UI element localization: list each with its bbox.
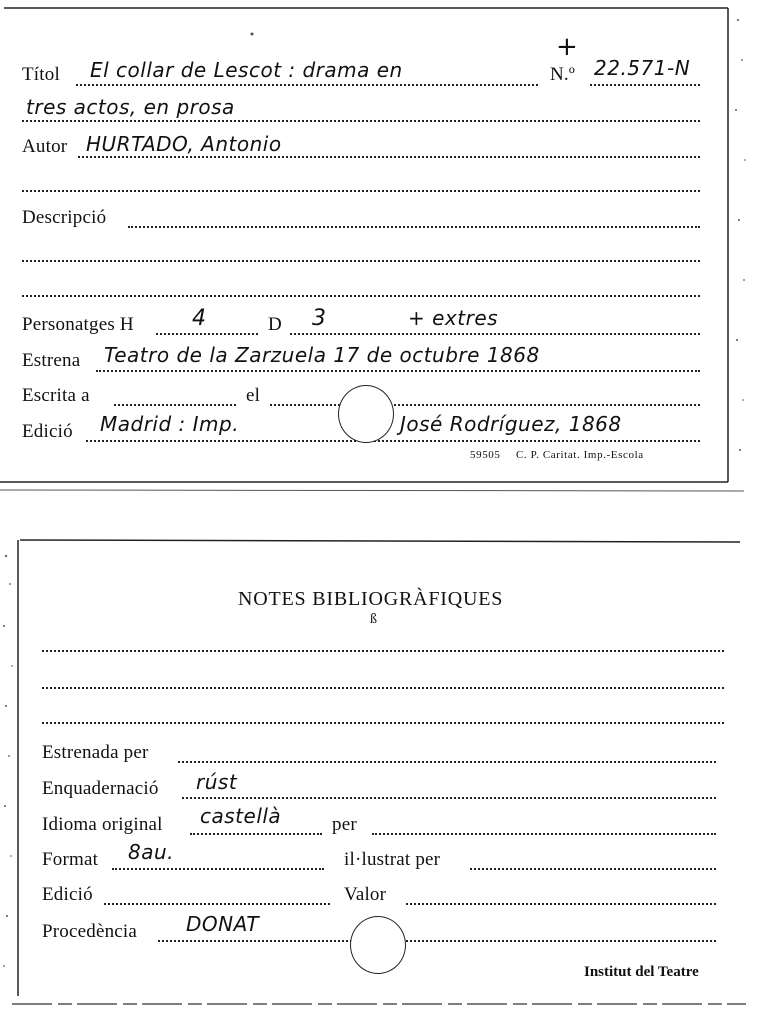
edicio-value-2: José Rodríguez, 1868 (400, 412, 622, 436)
format-value: 8au. (128, 840, 175, 864)
procedencia-value: DONAT (186, 912, 260, 936)
titol-line-2 (22, 120, 700, 122)
d-label: D (268, 314, 282, 335)
per-line (372, 833, 716, 835)
enquadernacio-line (182, 797, 716, 799)
extras-value: + extres (408, 306, 499, 330)
el-label: el (246, 385, 261, 406)
enquadernacio-label: Enquadernació (42, 778, 159, 799)
number-line (590, 84, 700, 86)
number-label: N.º (550, 64, 575, 85)
format-label: Format (42, 849, 99, 870)
printer-text: C. P. Caritat. Imp.-Escola (516, 449, 644, 461)
personatges-d-line (290, 333, 700, 335)
catalog-card-back (0, 536, 759, 1028)
titol-line-1 (76, 84, 538, 86)
notes-line-1 (42, 650, 724, 652)
estrenada-line (178, 761, 716, 763)
back-edicio-label: Edició (42, 884, 93, 905)
procedencia-label: Procedència (42, 921, 138, 942)
printer-code: 59505 (470, 449, 501, 461)
valor-label: Valor (344, 884, 387, 905)
personatges-h-line (156, 333, 258, 335)
estrena-value: Teatro de la Zarzuela 17 de octubre 1868 (104, 343, 540, 367)
escrita-line (114, 404, 236, 406)
illustrat-label: il·lustrat per (344, 849, 441, 870)
estrenada-label: Estrenada per (42, 742, 149, 763)
descripcio-line (128, 226, 700, 228)
edicio-label: Edició (22, 421, 73, 442)
notes-line-2 (42, 687, 724, 689)
blank-line-2 (22, 260, 700, 262)
punch-hole-back (350, 916, 406, 974)
autor-line (78, 156, 700, 158)
format-line (112, 868, 324, 870)
edicio-line (86, 440, 700, 442)
estrena-line (96, 370, 700, 372)
idioma-value: castellà (200, 804, 282, 828)
idioma-line (190, 833, 322, 835)
titol-value-line-2: tres actos, en prosa (26, 95, 235, 119)
illustrat-line (470, 868, 716, 870)
catalog-card-front (0, 0, 744, 492)
valor-line (406, 903, 716, 905)
autor-label: Autor (22, 136, 68, 157)
blank-line-3 (22, 295, 700, 297)
punch-hole (338, 385, 394, 443)
blank-line-1 (22, 190, 700, 192)
per-label: per (332, 814, 357, 835)
titol-label: Títol (22, 64, 60, 85)
enquadernacio-value: rúst (196, 770, 238, 794)
personatges-h-value: 4 (192, 306, 207, 331)
notes-title: NOTES BIBLIOGRÀFIQUES (238, 588, 504, 610)
notes-line-3 (42, 722, 724, 724)
el-line (270, 404, 700, 406)
personatges-label: Personatges H (22, 314, 134, 335)
number-value: 22.571-N (594, 56, 691, 80)
descripcio-label: Descripció (22, 207, 107, 228)
procedencia-line (158, 940, 716, 942)
idioma-label: Idioma original (42, 814, 163, 835)
escrita-label: Escrita a (22, 385, 90, 406)
estrena-label: Estrena (22, 350, 81, 371)
back-edicio-line (104, 903, 330, 905)
titol-value-line-1: El collar de Lescot : drama en (90, 58, 403, 82)
cross-mark: + (556, 32, 579, 62)
autor-value: HURTADO, Antonio (86, 132, 282, 156)
institut-footer: Institut del Teatre (584, 964, 699, 980)
title-mark: ß (370, 612, 378, 627)
personatges-d-value: 3 (312, 306, 327, 331)
edicio-value-1: Madrid : Imp. (100, 412, 240, 436)
